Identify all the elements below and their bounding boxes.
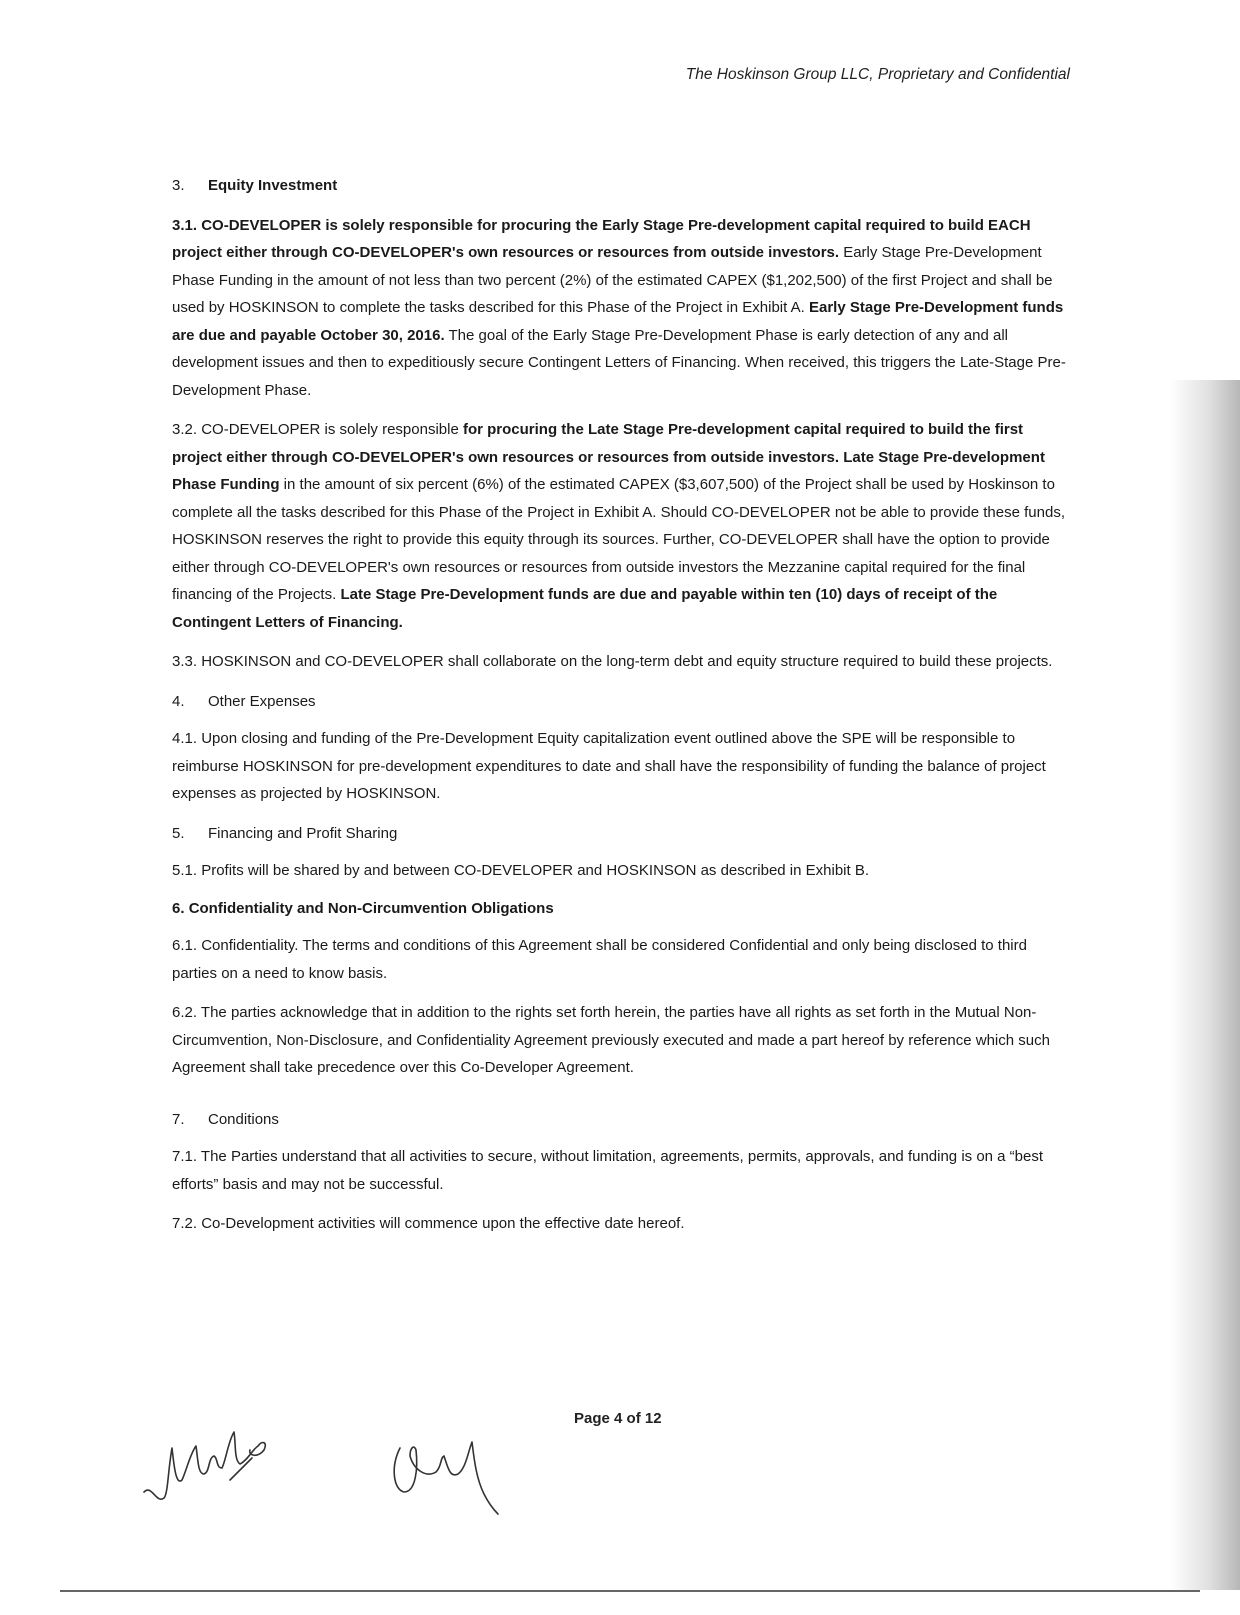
section-title: Financing and Profit Sharing [208,824,398,842]
paragraph-6-1 [172,932,1072,987]
section-number: 4. [172,692,185,710]
scan-bottom-edge [60,1590,1200,1592]
clause-number: 4.1. [172,730,198,747]
paragraph-3-2 [172,416,1072,636]
document-body [172,172,1072,1250]
section-5-heading [172,820,1072,848]
clause-number: 6.2. [172,1004,198,1021]
clause-text: Upon closing and funding of the Pre-Development Equity capitalization event outlined above the SPE will be responsible to reimburse HOSKINSON for pre-development expenditures to date and shall have the responsibility of funding the balance of project expenses as projected by HOSKINSON. [172,730,1046,802]
paragraph-7-1 [172,1143,1072,1198]
section-4-heading [172,688,1072,716]
clause-text: Co-Development activities will commence upon the effective date hereof. [197,1215,685,1232]
clause-bold-text: Early Stage Pre-Development funds are due and payable October 30, 2016. [172,299,1064,344]
clause-text: HOSKINSON and CO-DEVELOPER shall collaborate on the long-term debt and equity structure required to build these projects. [197,653,1053,670]
section-number: 3. [172,177,185,194]
clause-number: 7.2. [172,1215,198,1232]
clause-text: The goal of the Early Stage Pre-Development Phase is early detection of any and all development issues and then to expeditiously secure Contingent Letters of Financing. When received, this triggers the Late-Stage Pre-Development Phase. [172,326,1066,399]
section-number: 5. [172,824,185,842]
section-number: 7. [172,1110,185,1128]
clause-number: 6.1. [172,937,198,954]
clause-text: Profits will be shared by and between CO-DEVELOPER and HOSKINSON as described in Exhibit B. [197,862,869,879]
section-title: Confidentiality and Non-Circumvention Obligations [188,899,554,917]
signature-initials-right [386,1428,516,1543]
clause-number: 3.3. [172,653,198,670]
paragraph-3-3 [172,648,1072,676]
section-number: 6. [172,899,185,917]
section-3-heading [172,172,1072,200]
clause-text: Early Stage Pre-Development Phase Funding in the amount of not less than two percent (2%) of the estimated CAPEX ($1,202,500) of the first Project and shall be used by HOSKINSON to complete the tasks described for this Phase of the Project in Exhibit A. [172,244,1053,316]
clause-text: The parties acknowledge that in addition to the rights set forth herein, the parties have all rights as set forth in the Mutual Non-Circumvention, Non-Disclosure, and Confidentiality Agreement previously executed and made a part hereof by reference which such Agreement shall take precedence over this Co-Developer Agreement. [172,1004,1050,1076]
clause-text: Confidentiality. The terms and conditions of this Agreement shall be considered Confidential and only being disclosed to third parties on a need to know basis. [172,937,1027,982]
clause-number: 7.1. [172,1148,198,1165]
clause-bold-text: CO-DEVELOPER is solely responsible for procuring the Early Stage Pre-development capital required to build EACH project either through CO-DEVELOPER's own resources or resources from outside investors. [172,216,1031,261]
clause-number: 3.2. [172,421,198,438]
paragraph-5-1 [172,857,1072,885]
paragraph-7-2 [172,1210,1072,1238]
clause-bold-text: Late Stage Pre-Development funds are due and payable within ten (10) days of receipt of the Contingent Letters of Financing. [172,586,998,631]
section-title: Equity Investment [208,177,338,194]
section-title: Other Expenses [208,692,316,710]
clause-number: 3.1. [172,216,198,234]
clause-text: The Parties understand that all activities to secure, without limitation, agreements, permits, approvals, and funding is on a “best efforts” basis and may not be successful. [172,1148,1044,1193]
clause-text: CO-DEVELOPER is solely responsible [197,421,463,438]
clause-bold-text: for procuring the Late Stage Pre-development capital required to build the first project either through CO-DEVELOPER's own resources or resources from outside investors. Late Stage Pre-development Phase Funding [172,421,1045,493]
section-6-heading [172,895,1072,923]
clause-number: 5.1. [172,862,198,879]
page-number: Page 4 of 12 [574,1410,662,1427]
page-header: The Hoskinson Group LLC, Proprietary and Confidential [685,66,1070,83]
paragraph-3-1 [172,212,1072,405]
paragraph-6-2 [172,999,1072,1082]
section-7-heading [172,1106,1072,1134]
scan-edge-shadow [1170,380,1240,1590]
paragraph-4-1 [172,725,1072,808]
signature-initials-left [138,1420,288,1515]
clause-text: in the amount of six percent (6%) of the estimated CAPEX ($3,607,500) of the Project shall be used by Hoskinson to complete all the tasks described for this Phase of the Project in Exhibit A. Should CO-DEVELOPER not be able to provide these funds, HOSKINSON reserves the right to provide this equity through its sources. Further, CO-DEVELOPER shall have the option to provide either through CO-DEVELOPER's own resources or resources from outside investors the Mezzanine capital required for the final financing of the Projects. [172,476,1065,603]
section-title: Conditions [208,1110,279,1128]
